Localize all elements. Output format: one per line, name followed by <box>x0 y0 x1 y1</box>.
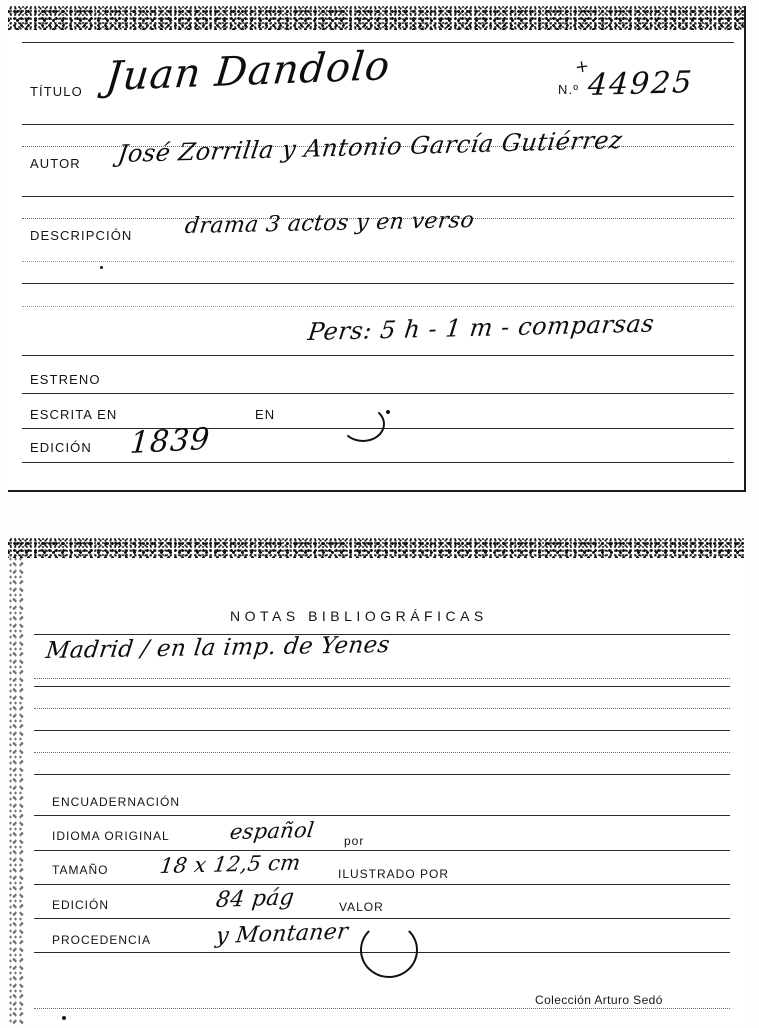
ruled-line <box>34 678 730 679</box>
field-label-en: EN <box>255 407 276 422</box>
field-label-edicion: EDICIÓN <box>30 440 92 455</box>
field-label-numero: N.º <box>558 82 580 97</box>
handwritten-bibliographic-note: Madrid / en la imp. de Yenes <box>44 631 392 665</box>
field-label-encuadernacion: ENCUADERNACIÓN <box>52 795 181 809</box>
field-label-valor: VALOR <box>339 900 384 914</box>
scan-noise-band-top <box>8 6 744 30</box>
ruled-line <box>34 774 730 775</box>
handwritten-number-prefix: + <box>573 56 591 78</box>
handwritten-edition-year: 1839 <box>128 421 212 462</box>
ruled-line <box>34 708 730 709</box>
field-label-por: por <box>344 834 365 848</box>
scan-noise-gutter <box>8 556 24 1024</box>
ruled-line <box>22 196 734 197</box>
ink-flourish-loop <box>360 922 418 978</box>
field-label-escrita-en: ESCRITA EN <box>30 407 118 422</box>
catalog-card-front <box>8 6 746 492</box>
field-label-titulo: TÍTULO <box>30 84 83 99</box>
ruled-line <box>22 306 734 307</box>
ink-speck <box>386 410 390 414</box>
ruled-line <box>22 355 734 356</box>
field-label-tamano: TAMAÑO <box>52 863 109 877</box>
handwritten-title: Juan Dandolo <box>103 42 393 101</box>
field-label-procedencia: PROCEDENCIA <box>52 933 152 947</box>
field-label-descripcion: DESCRIPCIÓN <box>30 228 133 243</box>
handwritten-author: José Zorrilla y Antonio García Gutiérrez <box>116 125 625 169</box>
handwritten-procedencia: y Montaner <box>214 919 350 950</box>
catalog-card-back <box>8 538 744 1024</box>
ruled-line <box>34 730 730 731</box>
field-label-autor: AUTOR <box>30 156 81 171</box>
ruled-line <box>34 686 730 687</box>
ruled-line <box>22 124 734 125</box>
field-label-estreno: ESTRENO <box>30 372 101 387</box>
notas-bibliograficas-heading: NOTAS BIBLIOGRÁFICAS <box>230 608 488 624</box>
ink-flourish-loop <box>341 406 385 442</box>
field-label-idioma-original: IDIOMA ORIGINAL <box>52 829 170 843</box>
handwritten-idioma: español <box>228 817 316 845</box>
ink-speck <box>100 266 103 269</box>
handwritten-number: 44925 <box>586 65 695 104</box>
scan-noise-band-bottom <box>8 538 744 558</box>
handwritten-description: drama 3 actos y en verso <box>183 207 476 240</box>
ruled-line <box>22 283 734 284</box>
ruled-line <box>34 752 730 753</box>
handwritten-tamano: 18 x 12,5 cm <box>158 850 303 879</box>
ruled-line <box>22 393 734 394</box>
handwritten-paginas: 84 pág <box>214 885 296 914</box>
ruled-line <box>22 261 734 262</box>
ruled-line <box>34 884 730 885</box>
ink-speck <box>62 1016 66 1020</box>
ruled-line <box>34 815 730 816</box>
ruled-line <box>34 850 730 851</box>
ruled-line <box>34 1008 730 1009</box>
collection-credit: Colección Arturo Sedó <box>535 993 663 1007</box>
field-label-ilustrado-por: ILUSTRADO POR <box>338 867 450 881</box>
handwritten-characters: Pers: 5 h - 1 m - comparsas <box>306 309 656 347</box>
ruled-line <box>34 918 730 919</box>
ruled-line <box>22 462 734 463</box>
field-label-edicion: EDICIÓN <box>52 898 110 912</box>
